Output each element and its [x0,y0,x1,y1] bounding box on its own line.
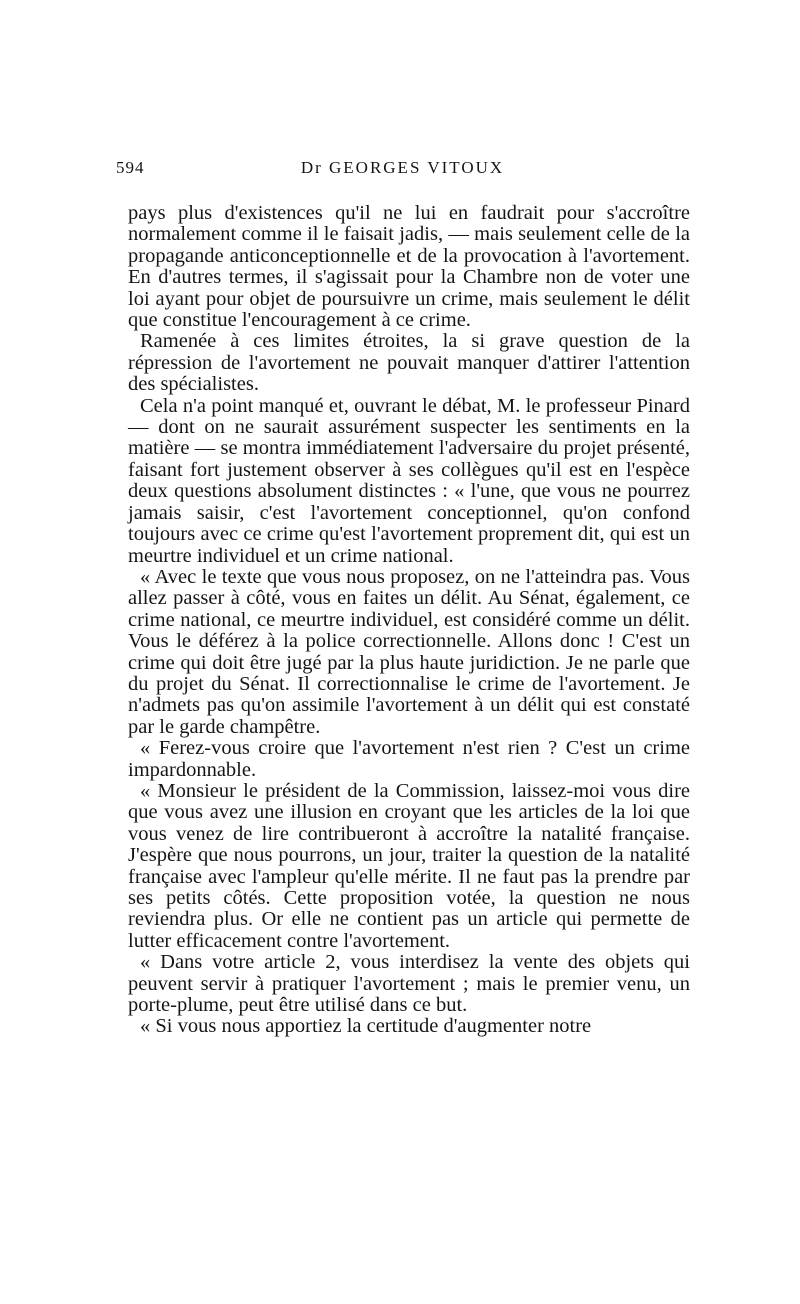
paragraph: Ramenée à ces limites étroites, la si grave question de la répression de l'avortement ne pouvait manquer d'attirer l'attention des spécialistes. [128,330,690,396]
running-head: Dr GEORGES VITOUX [300,158,505,177]
page-number: 594 [116,158,145,177]
paragraph: pays plus d'existences qu'il ne lui en faudrait pour s'accroître normalement comme il le faisait jadis, — mais seulement celle de la propagande anticonceptionnelle et de la provocation à l'avortement. En d'autres termes, il s'agissait pour la Chambre non de voter une loi ayant pour objet de poursuivre un crime, mais seulement le délit que constitue l'encouragement à ce crime. [128,202,690,332]
paragraph: « Si vous nous apportiez la certitude d'augmenter notre [140,1015,592,1038]
paragraph: « Ferez-vous croire que l'avortement n'est rien ? C'est un crime impardonnable. [128,737,690,781]
paragraph: « Avec le texte que vous nous proposez, on ne l'atteindra pas. Vous allez passer à côté, vous en faites un délit. Au Sénat, également, ce crime national, ce meurtre individuel, est considéré comme un délit. Vous le déférez à la police correctionnelle. Allons donc ! C'est un crime qui doit être jugé par la plus haute juridiction. Je ne parle que du projet du Sénat. Il correctionnalise le crime de l'avortement. Je n'admets pas qu'on assimile l'avortement à un délit qui est constaté par le garde champêtre. [128,565,690,738]
paragraph: « Monsieur le président de la Commission, laissez-moi vous dire que vous avez une illusion en croyant que les articles de la loi que vous venez de lire contribueront à accroître la natalité française. J'espère que nous pourrons, un jour, traiter la question de la natalité française avec l'ampleur qu'elle mérite. Il ne faut pas la prendre par ses petits côtés. Cette proposition votée, la question ne nous reviendra plus. Or elle ne contient pas un article qui permette de lutter efficacement contre l'avortement. [128,779,690,952]
paragraph: Cela n'a point manqué et, ouvrant le débat, M. le professeur Pinard — dont on ne saurait assurément suspecter les sentiments en la matière — se montra immédiatement l'adversaire du projet présenté, faisant fort justement observer à ses collègues qu'il est en l'espèce deux questions absolument distinctes : « l'une, que vous ne pourrez jamais saisir, c'est l'avortement conceptionnel, qu'on confond toujours avec ce crime qu'est l'avortement proprement dit, qui est un meurtre individuel et un crime national. [128,394,690,567]
body-text [128,203,690,1038]
paragraph: « Dans votre article 2, vous interdisez la vente des objets qui peuvent servir à pratiquer l'avortement ; mais le premier venu, un porte-plume, peut être utilisé dans ce but. [128,951,690,1017]
page-header [116,158,689,186]
